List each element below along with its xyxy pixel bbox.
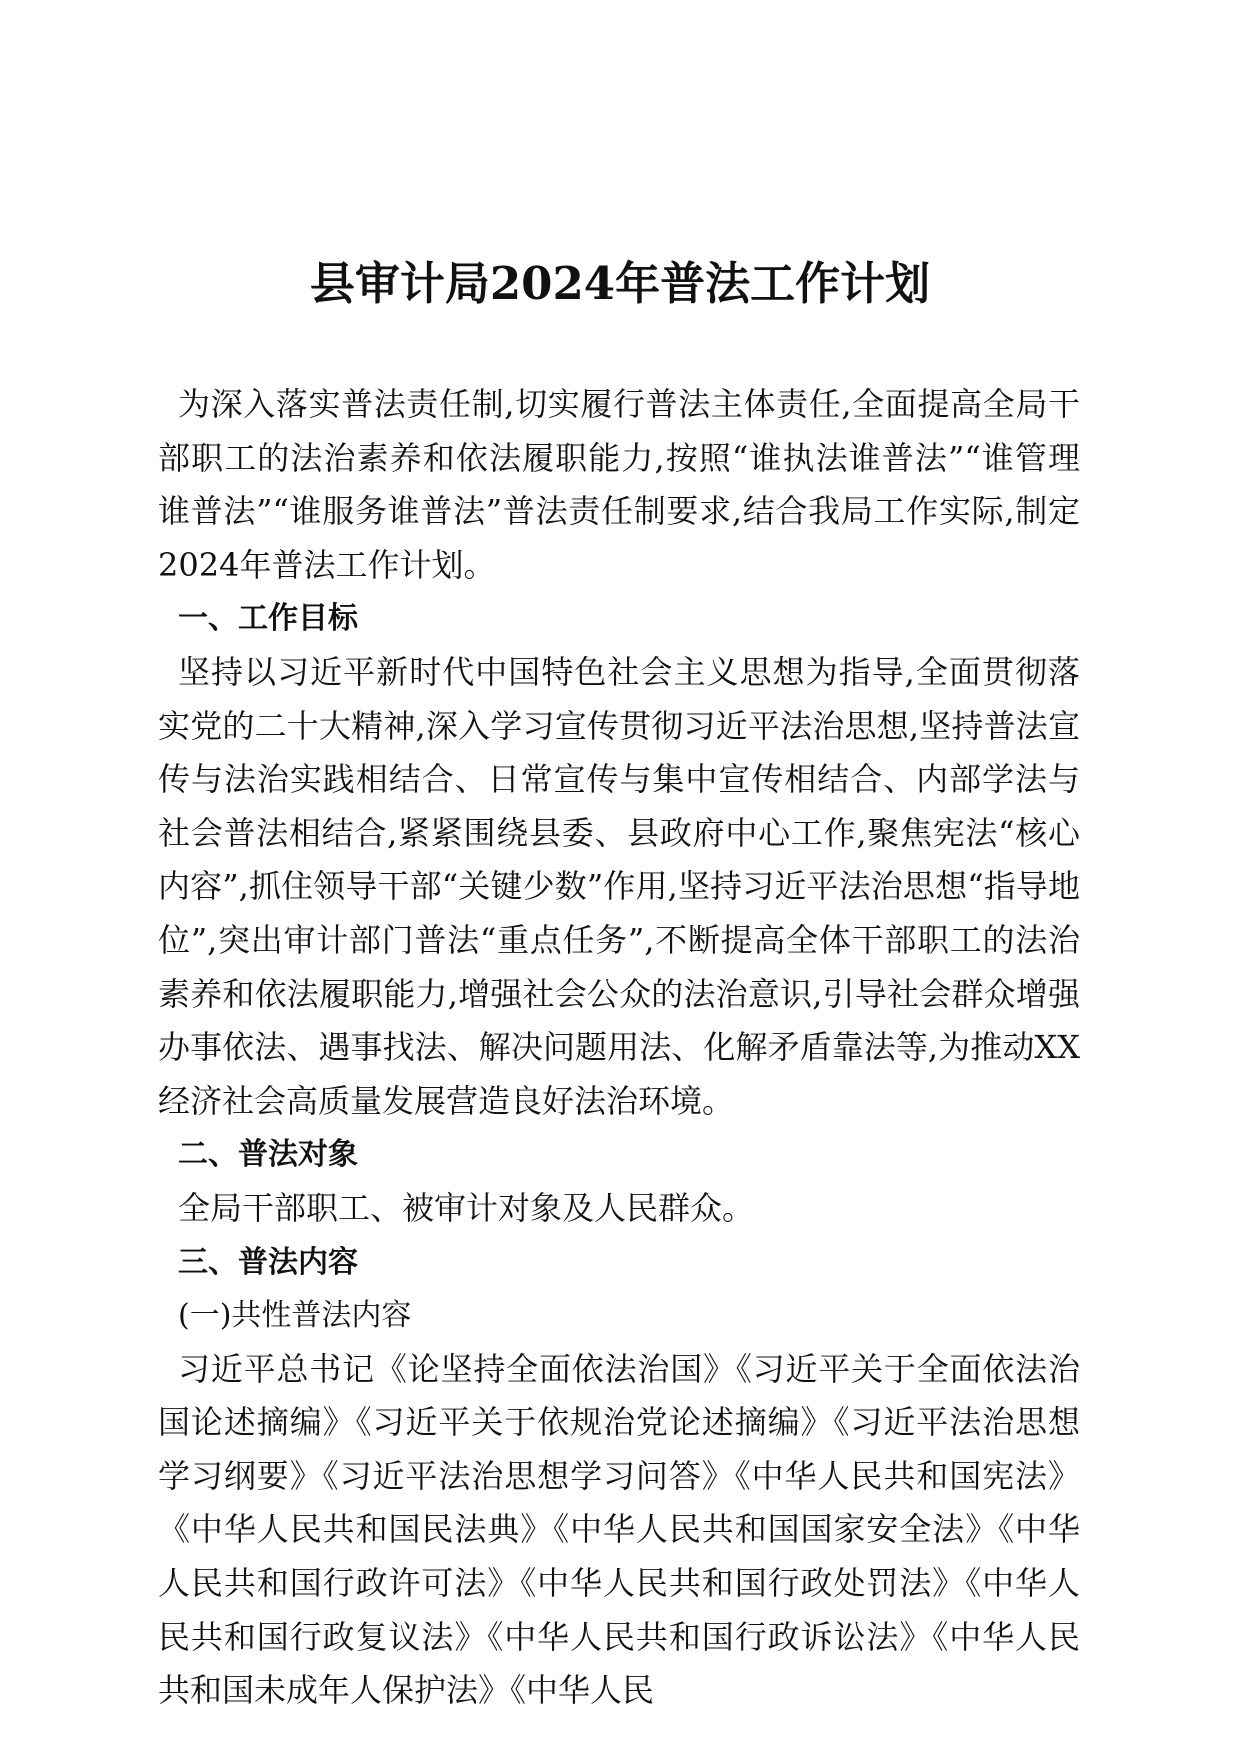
section-heading-content: 三、普法内容 <box>178 1244 358 1280</box>
document-body <box>158 378 1080 1718</box>
goals-paragraph: 坚持以习近平新时代中国特色社会主义思想为指导,全面贯彻落实党的二十大精神,深入学习宣传贯彻习近平法治思想,坚持普法宣传与法治实践相结合、日常宣传与集中宣传相结合、内部学法与社会普法相结合,紧紧围绕县委、县政府中心工作,聚焦宪法“核心内容”,抓住领导干部“关键少数”作用,坚持习近平法治思想“指导地位”,突出审计部门普法“重点任务”,不断提高全体干部职工的法治素养和依法履职能力,增强社会公众的法治意识,引导社会群众增强办事依法、遇事找法、解决问题用法、化解矛盾靠法等,为推动XX经济社会高质量发展营造良好法治环境。 <box>158 652 1080 1120</box>
section-heading-audience: 二、普法对象 <box>178 1137 358 1173</box>
document-title: 县审计局2024年普法工作计划 <box>309 257 931 310</box>
intro-paragraph: 为深入落实普法责任制,切实履行普法主体责任,全面提高全局干部职工的法治素养和依法履职能力,按照“谁执法谁普法”“谁管理谁普法”“谁服务谁普法”普法责任制要求,结合我局工作实际,制定2024年普法工作计划。 <box>158 385 1080 584</box>
subsection-heading-common-content: (一)共性普法内容 <box>178 1298 412 1334</box>
audience-paragraph: 全局干部职工、被审计对象及人民群众。 <box>178 1188 755 1227</box>
common-content-paragraph: 习近平总书记《论坚持全面依法治国》《习近平关于全面依法治国论述摘编》《习近平关于依规治党论述摘编》《习近平法治思想学习纲要》《习近平法治思想学习问答》《中华人民共和国宪法》《中华人民共和国民法典》《中华人民共和国国家安全法》《中华人民共和国行政许可法》《中华人民共和国行政处罚法》《中华人民共和国行政复议法》《中华人民共和国行政诉讼法》《中华人民共和国未成年人保护法》《中华人民 <box>158 1349 1080 1710</box>
section-heading-goals: 一、工作目标 <box>178 601 358 637</box>
